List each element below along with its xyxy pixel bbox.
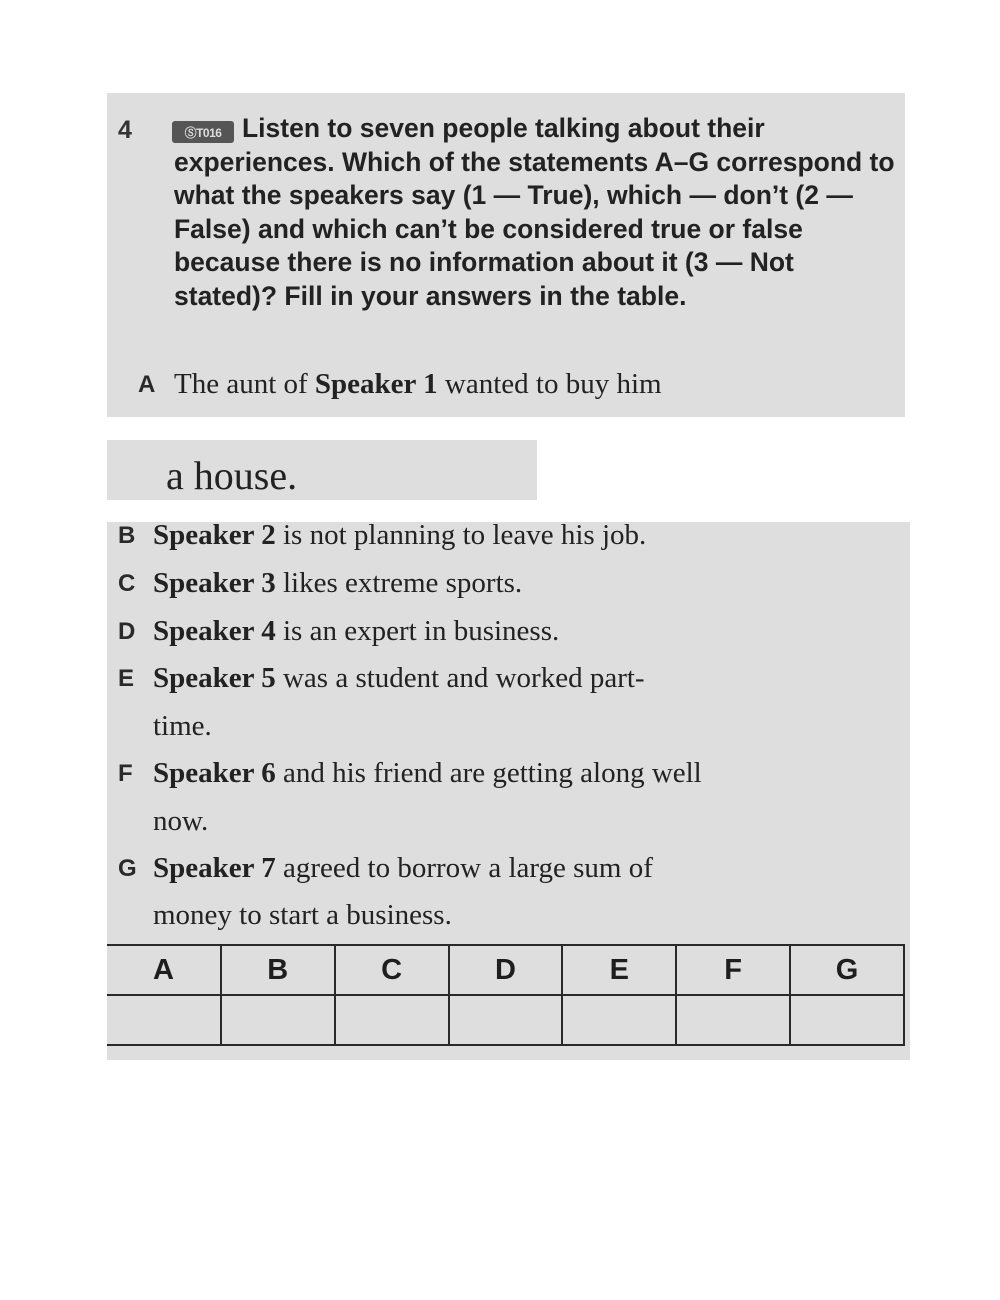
statement-letter-a: A [138,371,156,398]
statement-c [153,559,522,607]
answer-cell-a[interactable] [107,995,221,1045]
statement-letter-g: G [118,855,137,882]
statement-f [153,749,702,797]
statement-e-text: was a student and worked part- [282,662,645,694]
statement-f-continuation: now. [153,805,209,837]
statement-c-speaker: Speaker 3 [153,567,276,599]
statement-c-text: likes extreme sports. [282,567,523,599]
answer-table-header-row [107,945,904,995]
statement-d-speaker: Speaker 4 [153,615,276,647]
statement-a-continuation: a house. [166,453,298,498]
answer-cell-e[interactable] [562,995,676,1045]
statement-g-continuation: money to start a business. [153,899,452,931]
statement-e-speaker: Speaker 5 [153,662,276,694]
answer-table-input-row [107,995,904,1045]
task-number: 4 [118,116,132,144]
answer-header-g: G [790,945,904,995]
statement-g-speaker: Speaker 7 [153,852,276,884]
statement-a [174,360,662,408]
statement-letter-f: F [118,760,133,787]
answer-cell-d[interactable] [449,995,563,1045]
answer-cell-b[interactable] [221,995,335,1045]
answer-cell-c[interactable] [335,995,449,1045]
answer-header-e: E [562,945,676,995]
statement-f-text: and his friend are getting along well [282,757,702,789]
statement-g-text: agreed to borrow a large sum of [282,852,653,884]
statement-e-continuation: time. [153,710,212,742]
answer-cell-g[interactable] [790,995,904,1045]
statement-d [153,607,559,655]
statement-f-speaker: Speaker 6 [153,757,276,789]
statement-g [153,844,653,892]
answer-header-c: C [335,945,449,995]
statement-a-prefix: The aunt of [174,368,308,400]
answer-header-b: B [221,945,335,995]
task-instruction: Listen to seven people talking about their experiences. Which of the statements A–G correspond to what the speakers say (1 — True), which — don’t (2 — False) and which can’t be considered true or false because there is no information about it (3 — Not stated)? Fill in your answers in the table. [174,113,895,311]
answer-cell-f[interactable] [676,995,790,1045]
statement-a-speaker: Speaker 1 [314,368,438,400]
answer-header-a: A [107,945,221,995]
answer-table [107,944,905,1046]
statement-d-text: is an expert in business. [282,615,560,647]
statement-b-text: is not planning to leave his job. [282,519,647,551]
statement-letter-b: B [118,522,136,549]
answer-header-d: D [449,945,563,995]
audio-track-badge: ⓈT016 [172,121,234,143]
statement-e [153,654,645,702]
statement-letter-e: E [118,665,135,692]
statement-letter-c: C [118,570,136,597]
statement-a-text: wanted to buy him [444,368,662,400]
statement-letter-d: D [118,618,136,645]
statement-b-speaker: Speaker 2 [153,519,276,551]
statement-b [153,511,646,559]
answer-header-f: F [676,945,790,995]
